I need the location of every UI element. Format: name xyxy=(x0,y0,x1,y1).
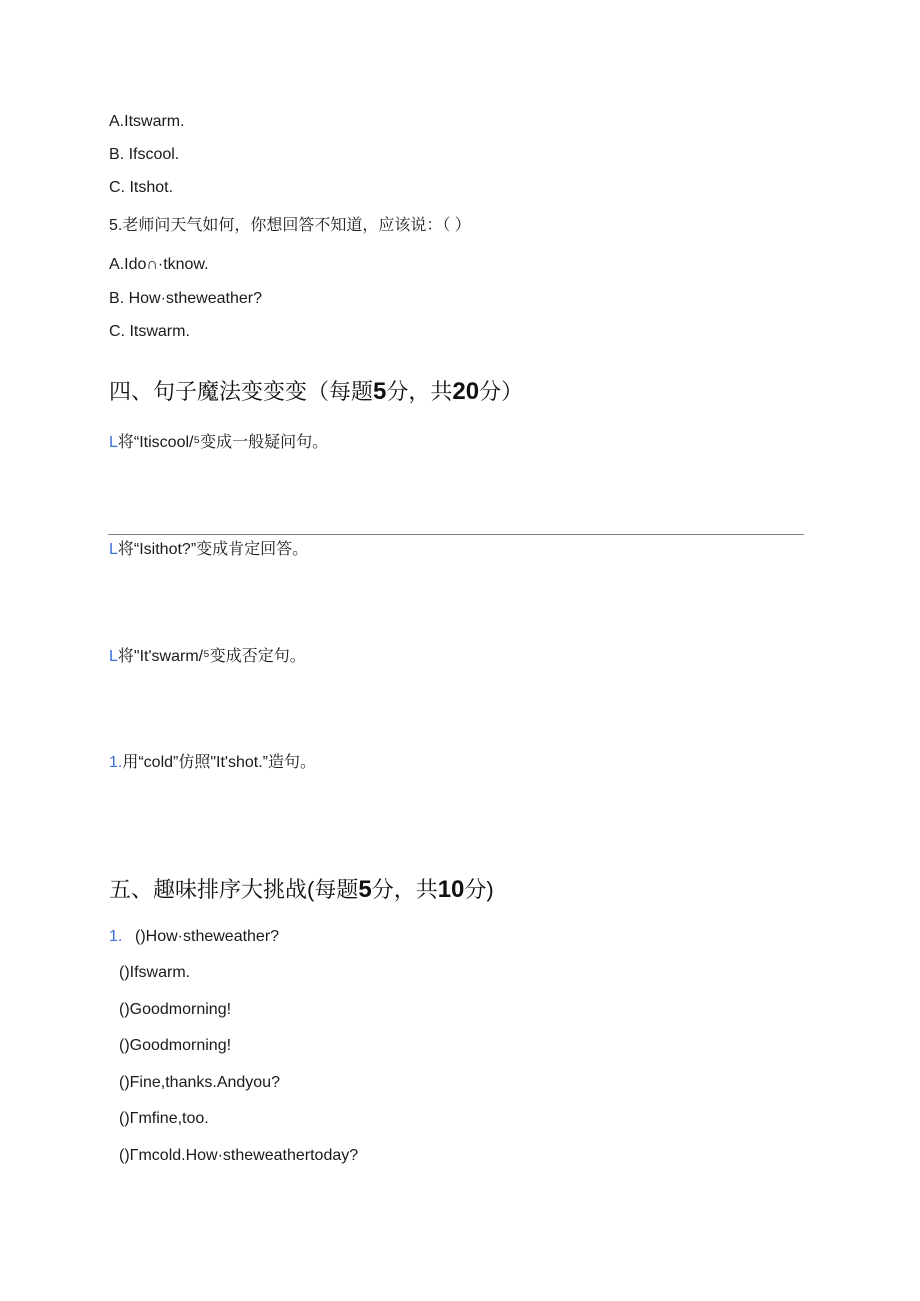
section4-item-1-num: L xyxy=(109,434,118,451)
section4-item-4-num: 1. xyxy=(109,754,123,771)
section4-heading xyxy=(109,378,523,406)
section5-title-mid: 分，共 xyxy=(371,877,438,902)
section5-line-7: ()Γmcold.How·stheweathertoday? xyxy=(119,1147,359,1164)
section4-item-1-text: 将“Itiscool/⁵变成一般疑问句。 xyxy=(117,434,329,451)
section4-item-3-num: L xyxy=(109,648,118,665)
section4-item-1 xyxy=(109,433,328,453)
section4-score: 5 xyxy=(373,378,387,405)
section4-item-2-num: L xyxy=(109,541,118,558)
q5-question: 5.老师问天气如何，你想回答不知道，应该说：（ ） xyxy=(109,217,471,234)
q5-option-b: B. How·stheweather? xyxy=(109,290,262,307)
q4-option-c: C. Itshot. xyxy=(109,179,174,196)
section4-title-mid: 分，共 xyxy=(386,379,453,404)
section5-title-pre: 五、趣味排序大挑战(每题 xyxy=(109,877,359,902)
section5-heading xyxy=(109,876,494,904)
section5-line-3: ()Goodmorning! xyxy=(119,1001,232,1018)
answer-line xyxy=(108,534,804,535)
section4-item-2-text: 将“Isithot?”变成肯定回答。 xyxy=(117,541,309,558)
section5-line-4: ()Goodmorning! xyxy=(119,1037,232,1054)
section4-item-3 xyxy=(109,647,306,667)
section5-title-post: 分) xyxy=(464,877,494,902)
section4-total: 20 xyxy=(452,378,480,405)
section4-title-pre: 四、句子魔法变变变（每题 xyxy=(109,379,374,404)
section4-title-post: 分） xyxy=(479,379,524,404)
section5-total: 10 xyxy=(437,876,465,903)
section5-score: 5 xyxy=(358,876,372,903)
q4-option-b: B. Ifscool. xyxy=(109,146,180,163)
section5-line-5: ()Fine,thanks.Andyou? xyxy=(119,1074,280,1091)
section4-item-3-text: 将"It'swarm/⁵变成否定句。 xyxy=(117,648,306,665)
q5-option-a: A.Ido∩·tknow. xyxy=(109,256,209,273)
section5-q1-num: 1. xyxy=(109,928,123,945)
q4-option-a: A.Itswarm. xyxy=(109,113,185,130)
section4-item-2 xyxy=(109,540,308,560)
section4-item-4-text: 用“cold”仿照"It'shot.”造句。 xyxy=(122,754,316,771)
section5-line-6: ()Γmfine,too. xyxy=(119,1110,209,1127)
section5-line-2: ()Ifswarm. xyxy=(119,964,191,981)
section5-line-1: ()How·stheweather? xyxy=(135,928,280,945)
section4-item-4 xyxy=(109,753,316,773)
q5-option-c: C. Itswarm. xyxy=(109,323,190,340)
